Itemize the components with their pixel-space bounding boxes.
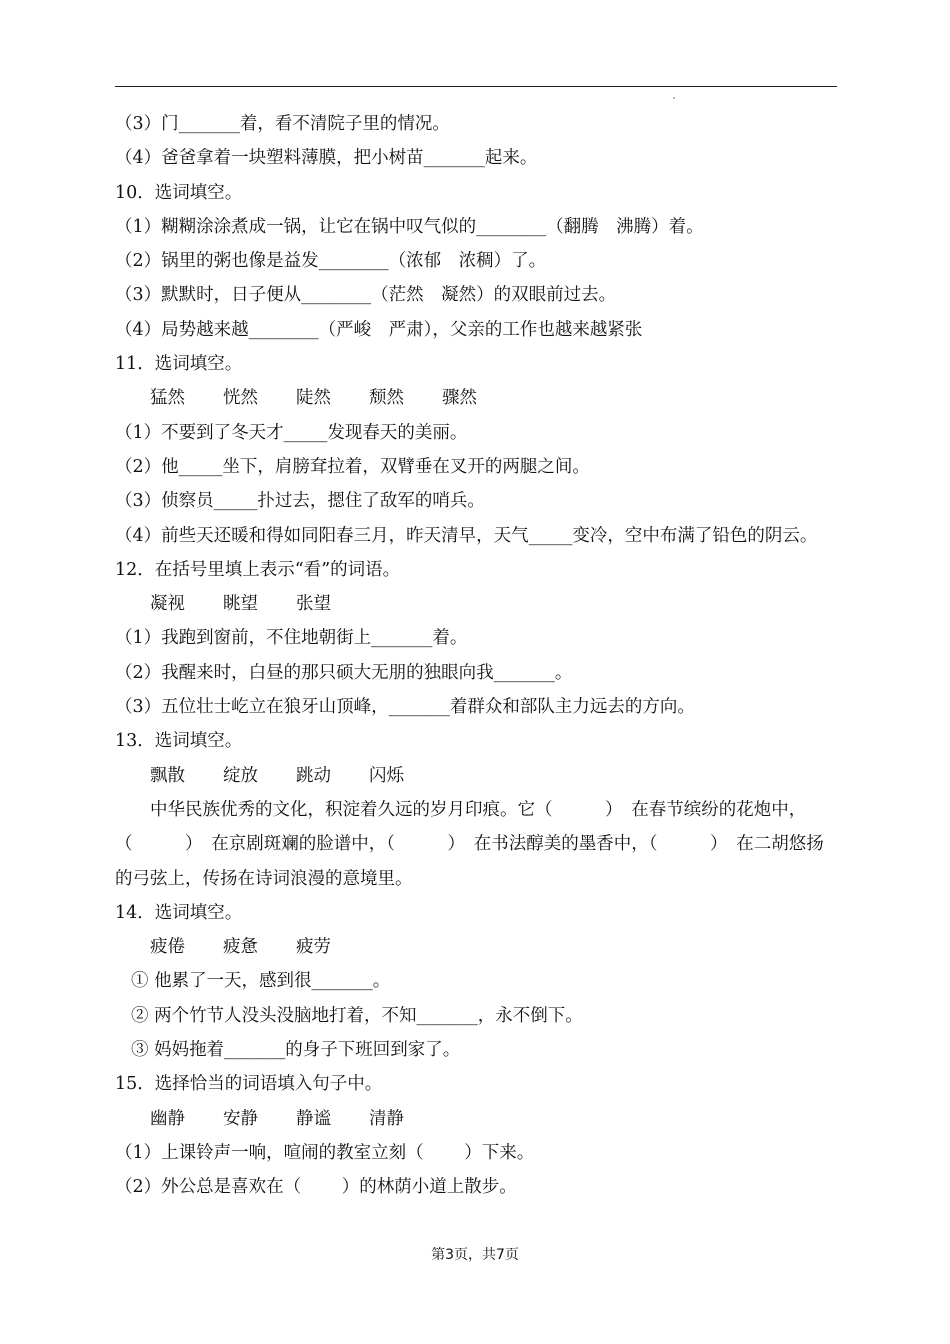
word-option: 绽放: [223, 765, 258, 786]
q10-item-4: （4）局势越来越________（严峻 严肃），父亲的工作也越来越紧张: [115, 319, 643, 340]
q10-item-3: （3）默默时，日子便从________（茫然 凝然）的双眼前过去。: [115, 285, 617, 306]
page-content: [115, 107, 835, 1205]
q15-item-2: （2）外公总是喜欢在（ ）的林荫小道上散步。: [115, 1177, 517, 1198]
q13-title: 13．选词填空。: [115, 731, 243, 752]
word-option: 陡然: [296, 388, 331, 409]
word-option: 猛然: [150, 388, 185, 409]
word-option: 清静: [369, 1108, 404, 1129]
q12-item-3: （3）五位壮士屹立在狼牙山顶峰，_______着群众和部队主力远去的方向。: [115, 697, 695, 718]
q10-item-2: （2）锅里的粥也像是益发________（浓郁 浓稠）了。: [115, 251, 547, 272]
q13-word-bank: [115, 759, 835, 793]
q15-word-bank: [115, 1102, 835, 1136]
q14-item-2: ② 两个竹节人没头没脑地打着，不知_______，永不倒下。: [131, 1005, 583, 1026]
q14-item-1: ① 他累了一天，感到很_______。: [131, 971, 391, 992]
q12-item-1: （1）我跑到窗前，不住地朝街上_______着。: [115, 628, 468, 649]
q9-item-4: （4）爸爸拿着一块塑料薄膜，把小树苗_______起来。: [115, 148, 538, 169]
header-mark: [673, 97, 675, 99]
word-option: 疲劳: [296, 937, 331, 958]
page-footer: 第3页，共7页: [431, 1247, 519, 1263]
word-option: 静谧: [296, 1108, 331, 1129]
q10-title: 10．选词填空。: [115, 182, 243, 203]
word-option: 凝视: [150, 594, 185, 615]
word-option: 眺望: [223, 594, 258, 615]
q12-title: 12．在括号里填上表示“看”的词语。: [115, 559, 401, 580]
word-option: 恍然: [223, 388, 258, 409]
q11-item-1: （1）不要到了冬天才_____发现春天的美丽。: [115, 422, 468, 443]
word-option: 闪烁: [369, 765, 404, 786]
word-option: 骤然: [442, 388, 477, 409]
q11-item-3: （3）侦察员_____扑过去，摁住了敌军的哨兵。: [115, 491, 485, 512]
q11-word-bank: [115, 381, 835, 415]
q11-title: 11．选词填空。: [115, 354, 243, 375]
word-option: 颓然: [369, 388, 404, 409]
q13-paragraph: 中华民族优秀的文化，积淀着久远的岁月印痕。它（ ） 在春节缤纷的花炮中，（ ） 在京剧斑斓的脸谱中，（ ） 在书法醇美的墨香中，（ ） 在二胡悠扬的弓弦上，传扬在诗词浪漫的意境里。: [115, 799, 824, 889]
word-option: 张望: [296, 594, 331, 615]
word-option: 飘散: [150, 765, 185, 786]
q14-word-bank: [115, 930, 835, 964]
q15-item-1: （1）上课铃声一响，喧闹的教室立刻（ ）下来。: [115, 1142, 535, 1163]
word-option: 安静: [223, 1108, 258, 1129]
word-option: 幽静: [150, 1108, 185, 1129]
q15-title: 15．选择恰当的词语填入句子中。: [115, 1074, 383, 1095]
word-option: 跳动: [296, 765, 331, 786]
word-option: 疲倦: [150, 937, 185, 958]
q12-word-bank: [115, 587, 835, 621]
word-option: 疲惫: [223, 937, 258, 958]
header-rule: [115, 86, 837, 87]
q14-item-3: ③ 妈妈拖着_______的身子下班回到家了。: [131, 1040, 461, 1061]
q12-item-2: （2）我醒来时，白昼的那只硕大无朋的独眼向我_______。: [115, 662, 573, 683]
q14-title: 14．选词填空。: [115, 902, 243, 923]
q10-item-1: （1）糊糊涂涂煮成一锅，让它在锅中叹气似的________（翻腾 沸腾）着。: [115, 216, 704, 237]
q11-item-4: （4）前些天还暖和得如同阳春三月，昨天清早，天气_____变冷，空中布满了铅色的阴云。: [115, 525, 818, 546]
q9-item-3: （3）门_______着，看不清院子里的情况。: [115, 114, 450, 134]
q11-item-2: （2）他_____坐下，肩膀耷拉着，双臂垂在叉开的两腿之间。: [115, 456, 590, 477]
